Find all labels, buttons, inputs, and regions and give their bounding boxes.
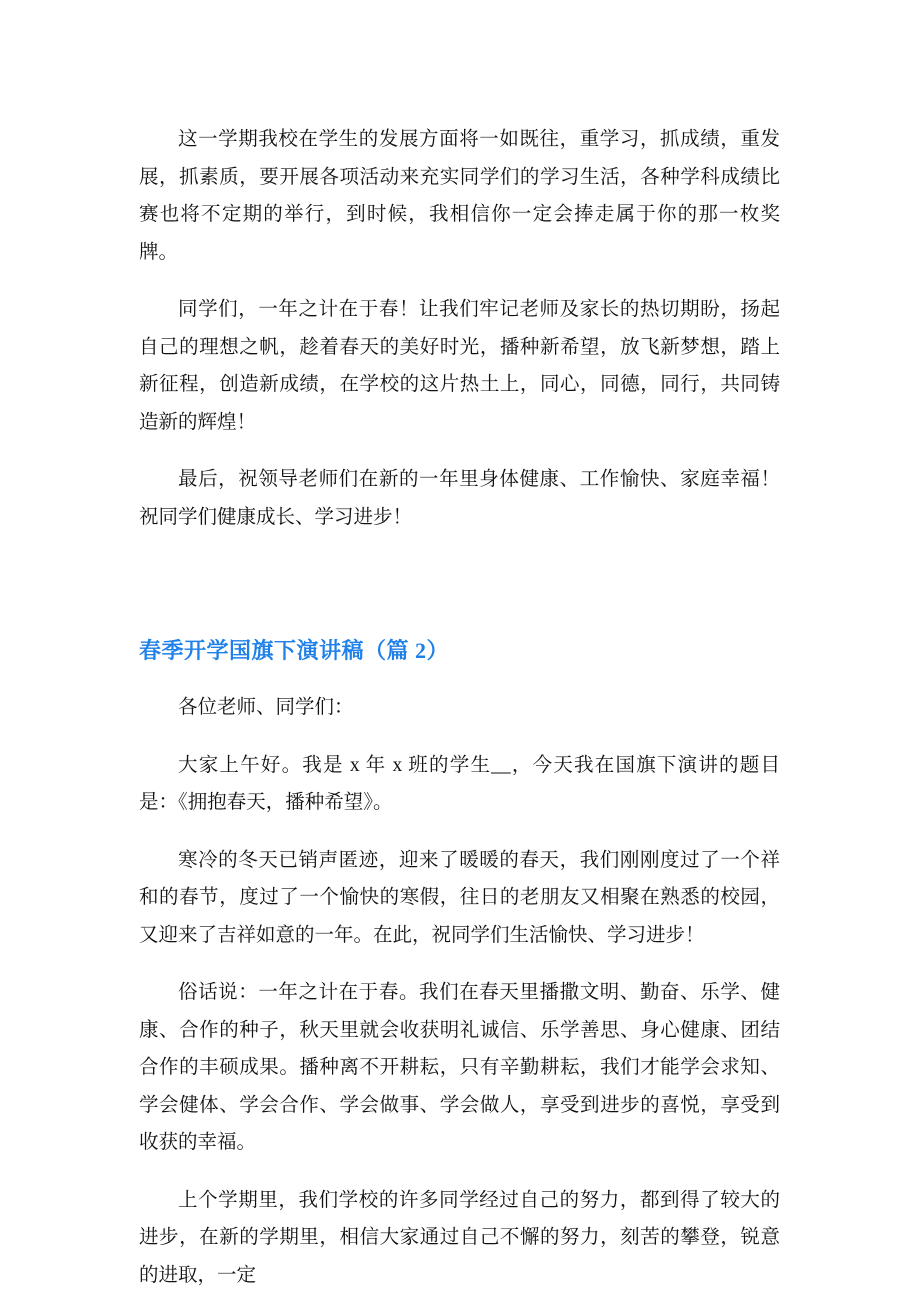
- paragraph: 这一学期我校在学生的发展方面将一如既往，重学习，抓成绩，重发展，抓素质，要开展各项活动来充实同学们的学习生活，各种学科成绩比赛也将不定期的举行，到时候，我相信你一定会捧走属于你的那一枚奖牌。: [139, 129, 780, 263]
- document-body: [139, 121, 780, 1294]
- paragraph: 俗话说：一年之计在于春。我们在春天里播撒文明、勤奋、乐学、健康、合作的种子，秋天里就会收获明礼诚信、乐学善思、身心健康、团结合作的丰硕成果。播种离不开耕耘，只有辛勤耕耘，我们才能学会求知、学会健体、学会合作、学会做事、学会做人，享受到进步的喜悦，享受到收获的幸福。: [139, 982, 780, 1153]
- paragraph: 同学们，一年之计在于春！让我们牢记老师及家长的热切期盼，扬起自己的理想之帆，趁着春天的美好时光，播种新希望，放飞新梦想，踏上新征程，创造新成绩，在学校的这片热土上，同心，同德，同行，共同铸造新的辉煌！: [139, 299, 780, 433]
- section-heading: 春季开学国旗下演讲稿（篇 2）: [139, 638, 450, 663]
- paragraph: 最后，祝领导老师们在新的一年里身体健康、工作愉快、家庭幸福！祝同学们健康成长、学习进步！: [139, 469, 780, 528]
- paragraph-salutation: 各位老师、同学们：: [178, 697, 354, 718]
- paragraph: 大家上午好。我是 x 年 x 班的学生__，今天我在国旗下演讲的题目是：《拥抱春天，播种希望》。: [139, 754, 780, 813]
- paragraph: 寒冷的冬天已销声匿迹，迎来了暖暖的春天，我们刚刚度过了一个祥和的春节，度过了一个愉快的寒假，往日的老朋友又相聚在熟悉的校园，又迎来了吉祥如意的一年。在此，祝同学们生活愉快、学习进步！: [139, 849, 780, 946]
- paragraph: 上个学期里，我们学校的许多同学经过自己的努力，都到得了较大的进步，在新的学期里，相信大家通过自己不懈的努力，刻苦的攀登，锐意的进取，一定: [139, 1189, 780, 1286]
